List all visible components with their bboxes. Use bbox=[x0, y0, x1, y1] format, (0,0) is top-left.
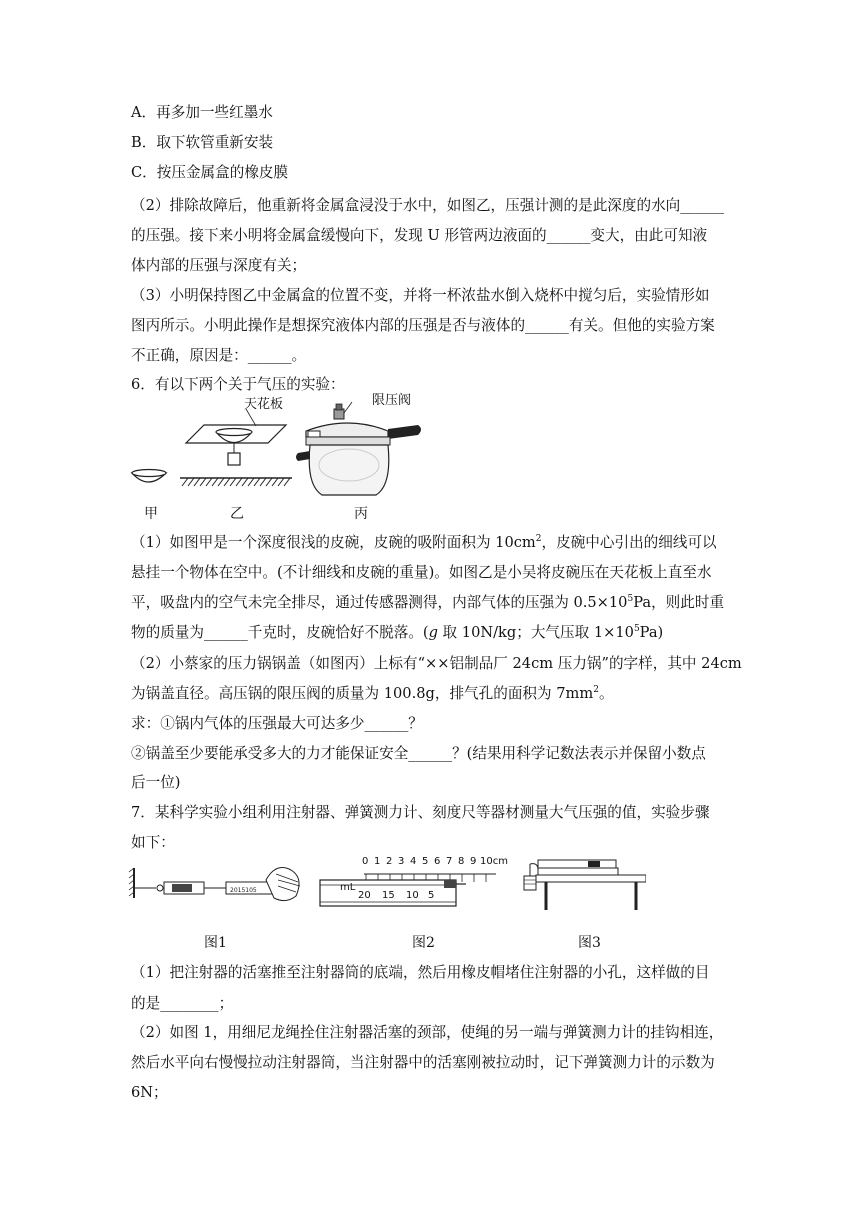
caption-fig3: 图3 bbox=[578, 935, 601, 951]
q7-stem-line1: 7．某科学实验小组利用注射器、弹簧测力计、刻度尺等器材测量大气压强的值，实验步骤 bbox=[131, 804, 710, 821]
ruler-tick: 3 bbox=[398, 856, 405, 867]
ground-hatch bbox=[180, 478, 292, 486]
ruler-tick: 7 bbox=[446, 856, 453, 867]
ruler-tick: 1 bbox=[374, 856, 381, 867]
q5-part2-line3: 体内部的压强与深度有关； bbox=[131, 257, 307, 274]
q5-part3-line2: 图丙所示。小明此操作是想探究液体内部的压强是否与液体的______有关。但他的实验方案 bbox=[131, 317, 715, 334]
q6-part2-line4: ②锅盖至少要能承受多大的力才能保证安全______？(结果用科学记数法表示并保留小数点 bbox=[131, 745, 706, 762]
q6-part1-line2: 悬挂一个物体在空中。(不计细线和皮碗的重量)。如图乙是小吴将皮碗压在天花板上直至水 bbox=[131, 564, 712, 581]
ruler-tick: 2 bbox=[386, 856, 393, 867]
ruler-tick: 8 bbox=[458, 856, 465, 867]
q7-part1-line1: （1）把注射器的活塞推至注射器筒的底端，然后用橡皮帽堵住注射器的小孔，这样做的目 bbox=[131, 964, 710, 981]
syringe-tick: 10 bbox=[406, 890, 419, 901]
caption-bing: 丙 bbox=[354, 506, 368, 522]
q6-part1-line4: 物的质量为______千克时，皮碗恰好不脱落。(g 取 10N/kg；大气压取 $1\times 10^5Pa$) bbox=[131, 624, 664, 641]
caption-fig2: 图2 bbox=[412, 935, 435, 951]
figure-q7 bbox=[126, 852, 646, 952]
q6-part2-line5: 后一位) bbox=[131, 774, 181, 791]
q7-part1-line2: 的是________； bbox=[131, 995, 234, 1012]
q7-stem-line2: 如下： bbox=[131, 834, 175, 851]
syringe-unit: mL bbox=[340, 882, 356, 893]
ruler-tick: 9 bbox=[470, 856, 477, 867]
q5-part3-line3: 不正确，原因是：______。 bbox=[131, 347, 307, 364]
fig1-scale-text: 2015105 bbox=[230, 887, 257, 894]
pressure-cooker bbox=[296, 402, 421, 495]
caption-fig1: 图1 bbox=[204, 935, 227, 951]
figure-q6-svg bbox=[126, 395, 426, 525]
q5-part2-line1: （2）排除故障后，他重新将金属盒浸没于水中，如图乙，压强计测的是此深度的水向______ bbox=[131, 197, 725, 214]
option-b: B．取下软管重新安装 bbox=[131, 134, 274, 151]
ceiling-plate bbox=[186, 409, 286, 465]
label-pressure-valve: 限压阀 bbox=[372, 393, 412, 408]
suction-cup-bowl bbox=[132, 470, 166, 483]
q6-part1-line1: （1）如图甲是一个深度很浅的皮碗，皮碗的吸附面积为 $10cm^2$，皮碗中心引出的细线可以 bbox=[131, 534, 717, 551]
ruler-tick: 6 bbox=[434, 856, 441, 867]
q7-part2-line1: （2）如图 1，用细尼龙绳拴住注射器活塞的颈部，使绳的另一端与弹簧测力计的挂钩相连， bbox=[131, 1024, 724, 1041]
fig1-apparatus bbox=[129, 868, 300, 901]
syringe-tick: 15 bbox=[382, 890, 395, 901]
q7-part2-line2: 然后水平向右慢慢拉动注射器筒，当注射器中的活塞刚被拉动时，记下弹簧测力计的示数为 bbox=[131, 1054, 715, 1071]
q6-part2-line3: 求：①锅内气体的压强最大可达多少______？ bbox=[131, 715, 423, 732]
ruler-tick: 0 bbox=[362, 856, 369, 867]
ruler-tick: 10cm bbox=[480, 856, 508, 867]
q6-part1-line3: 平，吸盘内的空气未完全排尽，通过传感器测得，内部气体的压强为 $0.5\times 10^5Pa$，则此时重 bbox=[131, 594, 725, 611]
q6-stem: 6．有以下两个关于气压的实验： bbox=[131, 376, 345, 393]
q5-part3-line1: （3）小明保持图乙中金属盒的位置不变，并将一杯浓盐水倒入烧杯中搅匀后，实验情形如 bbox=[131, 287, 710, 304]
figure-q6 bbox=[126, 395, 426, 525]
label-ceiling: 天花板 bbox=[244, 397, 284, 412]
syringe-tick: 5 bbox=[428, 890, 435, 901]
option-a: A．再多加一些红墨水 bbox=[131, 104, 273, 121]
syringe-tick: 20 bbox=[358, 890, 371, 901]
q6-part2-line2: 为锅盖直径。高压锅的限压阀的质量为 100.8g，排气孔的面积为 $7mm^2$。 bbox=[131, 685, 614, 702]
ruler-tick: 5 bbox=[422, 856, 429, 867]
caption-yi: 乙 bbox=[230, 506, 244, 522]
q5-part2-line2: 的压强。接下来小明将金属盒缓慢向下，发现 U 形管两边液面的______变大，由此可知液 bbox=[131, 227, 708, 244]
fig3-table-apparatus bbox=[524, 860, 646, 910]
q7-part2-line3: 6N； bbox=[131, 1084, 168, 1101]
q6-part2-line1: （2）小蔡家的压力锅锅盖（如图丙）上标有“××铝制品厂 24cm 压力锅”的字样，其中 24cm bbox=[131, 655, 742, 672]
ruler-tick: 4 bbox=[410, 856, 417, 867]
option-c: C．按压金属盒的橡皮膜 bbox=[131, 164, 289, 181]
caption-jia: 甲 bbox=[144, 506, 158, 522]
